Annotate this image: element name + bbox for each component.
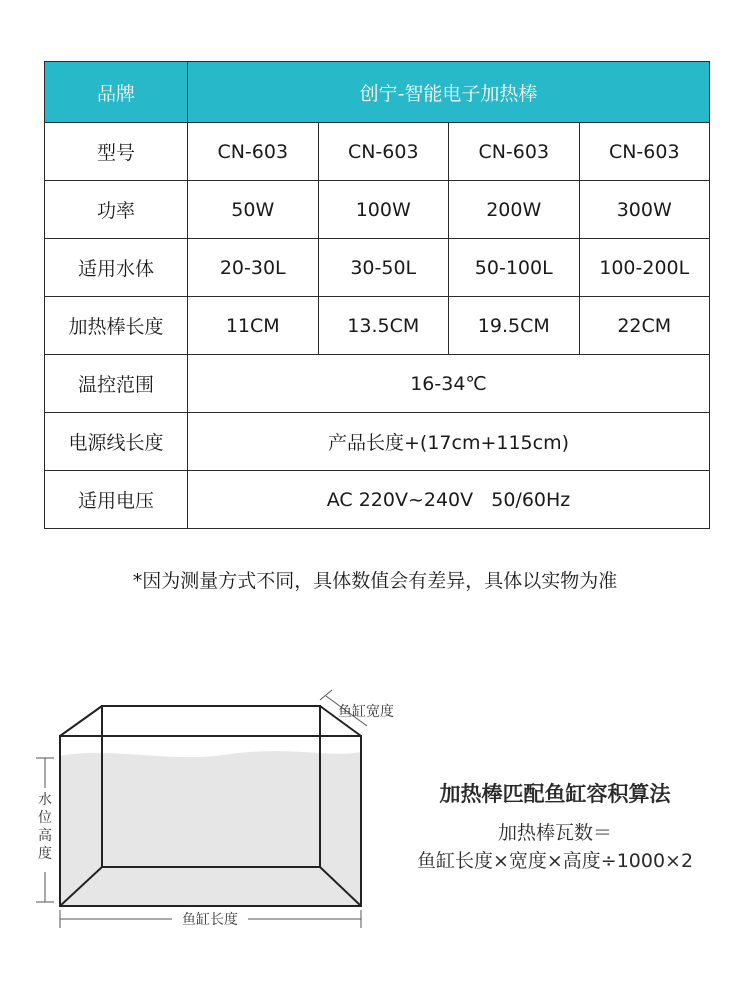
- height-label-char-4: 度: [38, 846, 52, 862]
- tank-diagram: [0, 660, 394, 950]
- table-header-row: [45, 62, 710, 123]
- height-label-char-2: 位: [38, 810, 52, 826]
- heater-length-value-4: 22CM: [579, 297, 710, 355]
- water-volume-label: 适用水体: [45, 239, 188, 297]
- temp-range-value: 16-34℃: [188, 355, 710, 413]
- temp-range-label: 温控范围: [45, 355, 188, 413]
- table-row-temp-range: [45, 355, 710, 413]
- water-volume-value-3: 50-100L: [449, 239, 580, 297]
- height-label-char-3: 高: [38, 828, 52, 844]
- model-value-3: CN-603: [449, 123, 580, 181]
- power-value-1: 50W: [188, 181, 319, 239]
- table-row-power: [45, 181, 710, 239]
- table-row-heater-length: [45, 297, 710, 355]
- power-value-3: 200W: [449, 181, 580, 239]
- brand-value: 创宁-智能电子加热棒: [188, 62, 710, 123]
- model-value-1: CN-603: [188, 123, 319, 181]
- water-volume-value-1: 20-30L: [188, 239, 319, 297]
- table-row-water-volume: [45, 239, 710, 297]
- table-row-model: [45, 123, 710, 181]
- brand-label: 品牌: [45, 62, 188, 123]
- height-label-char-1: 水: [38, 792, 52, 808]
- cord-length-label: 电源线长度: [45, 413, 188, 471]
- tank-edge: [60, 706, 102, 736]
- width-label: 鱼缸宽度: [338, 704, 394, 720]
- table-row-cord-length: [45, 413, 710, 471]
- formula-line-2: 鱼缸长度×宽度×高度÷1000×2: [416, 850, 694, 872]
- model-label: 型号: [45, 123, 188, 181]
- heater-length-value-2: 13.5CM: [318, 297, 449, 355]
- model-value-4: CN-603: [579, 123, 710, 181]
- heater-length-label: 加热棒长度: [45, 297, 188, 355]
- table-row-voltage: [45, 471, 710, 529]
- power-value-4: 300W: [579, 181, 710, 239]
- length-label: 鱼缸长度: [182, 912, 238, 928]
- water-fill: [60, 751, 361, 906]
- heater-length-value-3: 19.5CM: [449, 297, 580, 355]
- power-label: 功率: [45, 181, 188, 239]
- water-volume-value-2: 30-50L: [318, 239, 449, 297]
- voltage-value: AC 220V~240V 50/60Hz: [188, 471, 710, 529]
- spec-table: [44, 61, 710, 529]
- formula-title: 加热棒匹配鱼缸容积算法: [439, 782, 671, 806]
- power-value-2: 100W: [318, 181, 449, 239]
- heater-length-value-1: 11CM: [188, 297, 319, 355]
- voltage-label: 适用电压: [45, 471, 188, 529]
- water-volume-value-4: 100-200L: [579, 239, 710, 297]
- cord-length-value: 产品长度+(17cm+115cm): [188, 413, 710, 471]
- model-value-2: CN-603: [318, 123, 449, 181]
- measurement-note: *因为测量方式不同，具体数值会有差异，具体以实物为准: [132, 570, 618, 592]
- formula-line-1: 加热棒瓦数＝: [497, 822, 612, 844]
